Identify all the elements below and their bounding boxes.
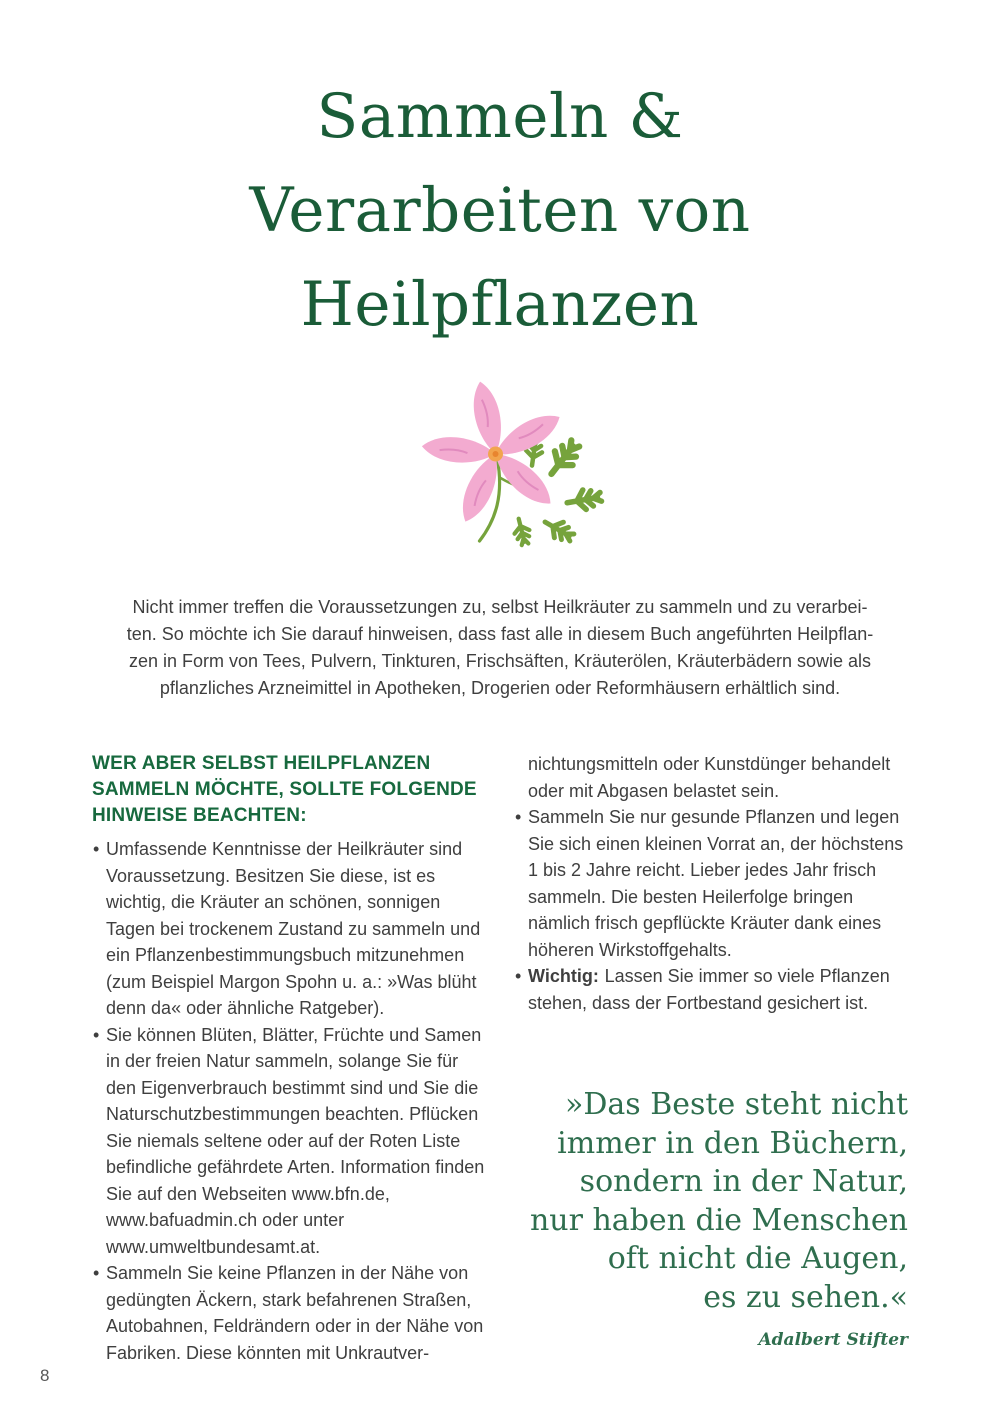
quote-line: sondern in der Natur, [579,1164,908,1199]
left-column [92,751,486,1366]
page-number: 8 [40,1366,50,1385]
quote-line: es zu sehen.« [703,1279,908,1315]
list-item-text: Umfassende Kenntnisse der Heilkräuter sind Voraussetzung. Besitzen Sie diese, ist es wichtig, die Kräuter an schönen, sonnigen Tagen bei trockenem Zustand zu sammeln und ein Pflanzenbestimmungsbuch mitzunehmen (zum Beispiel Margon Spohn u. a.: »Was blüht denn da« oder ähnliche Ratgeber). [106,839,481,1018]
page-title-line: Verarbeiten von [249,175,751,246]
flower-illustration [383,372,618,572]
list-item-text: Sammeln Sie keine Pflanzen in der Nähe von gedüngten Äckern, stark befahrenen Straßen, Autobahnen, Feldrändern oder in der Nähe von Fabriken. Diese könnten mit Unkrautver- [106,1263,484,1363]
quote-line: oft nicht die Augen, [607,1241,908,1276]
intro-line: ten. So möchte ich Sie darauf hinweisen, dass fast alle in diesem Buch angeführten Heilpflan- [126,624,874,644]
list-item [92,1022,486,1261]
flower-icon [383,372,618,567]
list-item [514,963,908,1016]
page-title [0,70,1000,352]
list-item-rest: Lassen Sie immer so viele Pflanzen stehen, dass der Fortbestand gesichert ist. [528,966,890,1013]
list-item-text: Sammeln Sie nur gesunde Pflanzen und legen Sie sich einen kleinen Vorrat an, der höchstens 1 bis 2 Jahre reicht. Lieber jedes Jahr frisch sammeln. Die besten Heilerfolge bringen nämlich frisch gepflückte Kräuter dank eines höheren Wirkstoffgehalts. [528,807,904,960]
quote-attribution: Adalbert Stifter [758,1330,908,1350]
intro-line: pflanzliches Arzneimittel in Apotheken, Drogerien oder Reformhäusern erhältlich sind. [159,678,841,698]
list-item [514,804,908,963]
list-item-text: Sie können Blüten, Blätter, Früchte und Samen in der freien Natur sammeln, solange Sie für den Eigenverbrauch bestimmt sind und Sie die Naturschutzbestimmungen beachten. Pflücken Sie niemals seltene oder auf der Roten Liste befindliche gefährdete Arten. Information finden Sie auf den Webseiten www.bfn.de, www.bafuadmin.ch oder unter www.umweltbundesamt.at. [106,1024,485,1257]
intro-line: zen in Form von Tees, Pulvern, Tinkturen, Frischsäften, Kräuterölen, Kräuterbädern sowie als [128,651,872,671]
page-title-line: Heilpflanzen [300,269,700,340]
list-item-text [528,966,890,1013]
page-title-line: Sammeln & [316,81,684,152]
list-item [92,1260,486,1366]
list-item-continuation [514,751,908,804]
intro-paragraph [0,594,1000,702]
list-item-text: nichtungsmitteln oder Kunstdünger behandelt oder mit Abgasen belastet sein. [528,754,891,801]
quote-line: nur haben die Menschen [529,1202,908,1238]
quote-block [478,1086,908,1350]
quote-line: immer in den Büchern, [557,1125,908,1161]
section-heading: WER ABER SELBST HEILPFLANZEN SAMMELN MÖCHTE, SOLLTE FOLGENDE HINWEISE BEACHTEN: [92,753,477,826]
intro-line: Nicht immer treffen die Voraussetzungen zu, selbst Heilkräuter zu sammeln und zu verarbei- [132,597,868,617]
list-item [92,836,486,1022]
quote-line: »Das Beste steht nicht [565,1087,908,1122]
important-label: Wichtig: [528,966,599,986]
